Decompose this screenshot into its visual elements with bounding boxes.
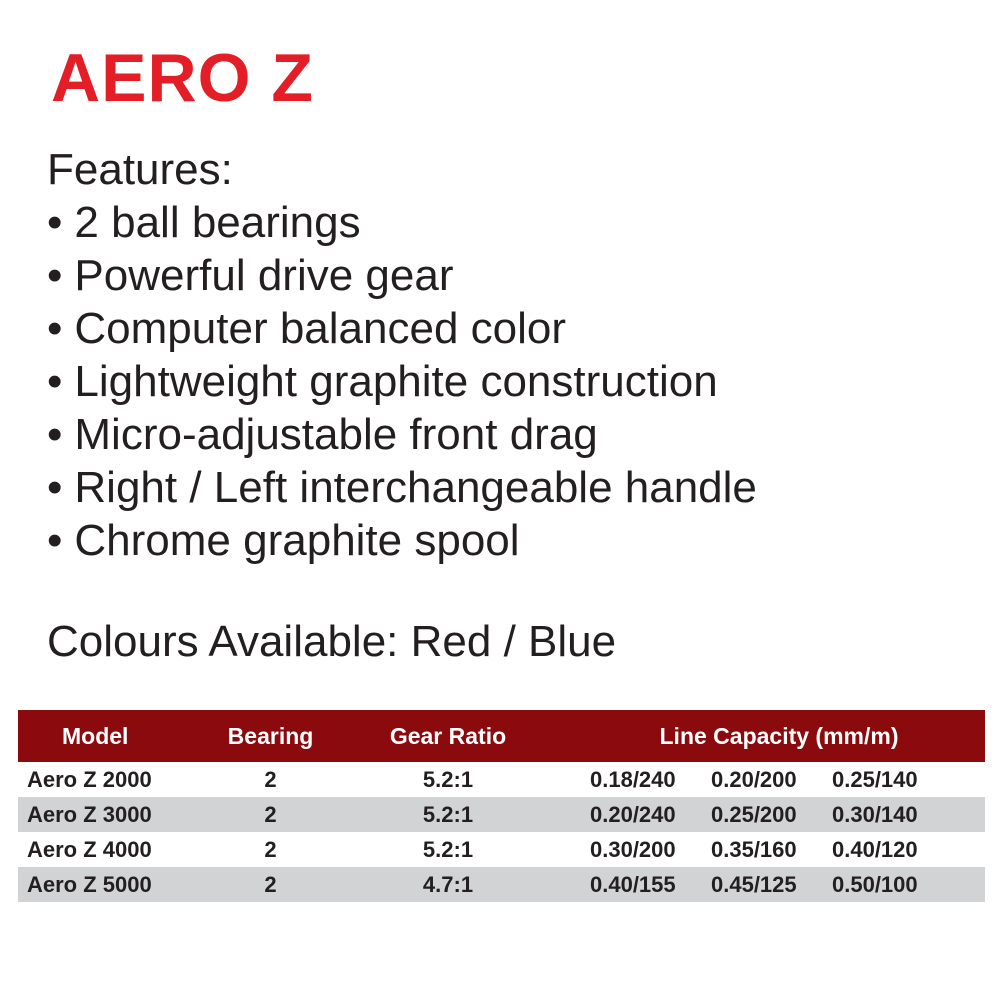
feature-item	[47, 249, 757, 302]
feature-item	[47, 461, 757, 514]
feature-item	[47, 302, 757, 355]
feature-item	[47, 355, 757, 408]
model-cell: Aero Z 2000	[27, 766, 152, 792]
capacity-value: 0.50/100	[832, 871, 918, 897]
table-row	[18, 832, 985, 867]
capacity-value: 0.40/155	[590, 871, 676, 897]
bearing-cell: 2	[264, 836, 277, 862]
bullet-icon: •	[47, 516, 63, 565]
model-cell: Aero Z 3000	[27, 801, 152, 827]
line-capacity-cell	[573, 797, 985, 832]
table-row	[18, 762, 985, 797]
feature-text: Powerful drive gear	[74, 251, 454, 300]
feature-item	[47, 408, 757, 461]
bearing-cell: 2	[264, 871, 277, 897]
bullet-icon: •	[47, 410, 63, 459]
bearing-cell: 2	[264, 801, 277, 827]
feature-list	[47, 196, 757, 567]
gear-ratio-cell: 5.2:1	[422, 766, 474, 792]
line-capacity-cell	[573, 762, 985, 797]
table-row	[18, 867, 985, 902]
feature-text: Right / Left interchangeable handle	[74, 463, 757, 512]
spec-table	[18, 710, 985, 902]
model-cell: Aero Z 5000	[27, 871, 152, 897]
table-row	[18, 797, 985, 832]
header-model: Model	[62, 722, 129, 749]
gear-ratio-cell: 5.2:1	[422, 836, 474, 862]
feature-text: Lightweight graphite construction	[74, 357, 718, 406]
model-cell: Aero Z 4000	[27, 836, 152, 862]
feature-text: Computer balanced color	[74, 304, 567, 353]
capacity-value: 0.35/160	[711, 836, 797, 862]
bearing-cell: 2	[264, 766, 277, 792]
capacity-value: 0.25/200	[711, 801, 797, 827]
colours-available: Colours Available: Red / Blue	[47, 617, 617, 666]
header-line-capacity: Line Capacity (mm/m)	[659, 722, 899, 749]
features-section	[47, 143, 757, 567]
capacity-value: 0.40/120	[832, 836, 918, 862]
gear-ratio-cell: 5.2:1	[422, 801, 474, 827]
header-gear-ratio: Gear Ratio	[389, 722, 507, 749]
feature-text: Chrome graphite spool	[74, 516, 520, 565]
capacity-value: 0.20/240	[590, 801, 676, 827]
product-title: AERO Z	[51, 40, 314, 116]
line-capacity-cell	[573, 867, 985, 902]
capacity-value: 0.25/140	[832, 766, 918, 792]
table-header-row	[18, 710, 985, 762]
feature-item	[47, 514, 757, 567]
capacity-value: 0.45/125	[711, 871, 797, 897]
feature-text: Micro-adjustable front drag	[74, 410, 598, 459]
bullet-icon: •	[47, 304, 63, 353]
bullet-icon: •	[47, 198, 63, 247]
capacity-value: 0.30/140	[832, 801, 918, 827]
bullet-icon: •	[47, 357, 63, 406]
line-capacity-cell	[573, 832, 985, 867]
features-heading: Features:	[47, 145, 233, 194]
feature-text: 2 ball bearings	[74, 198, 361, 247]
feature-item	[47, 196, 757, 249]
capacity-value: 0.30/200	[590, 836, 676, 862]
bullet-icon: •	[47, 251, 63, 300]
header-bearing: Bearing	[227, 722, 314, 749]
gear-ratio-cell: 4.7:1	[422, 871, 474, 897]
capacity-value: 0.18/240	[590, 766, 676, 792]
capacity-value: 0.20/200	[711, 766, 797, 792]
bullet-icon: •	[47, 463, 63, 512]
